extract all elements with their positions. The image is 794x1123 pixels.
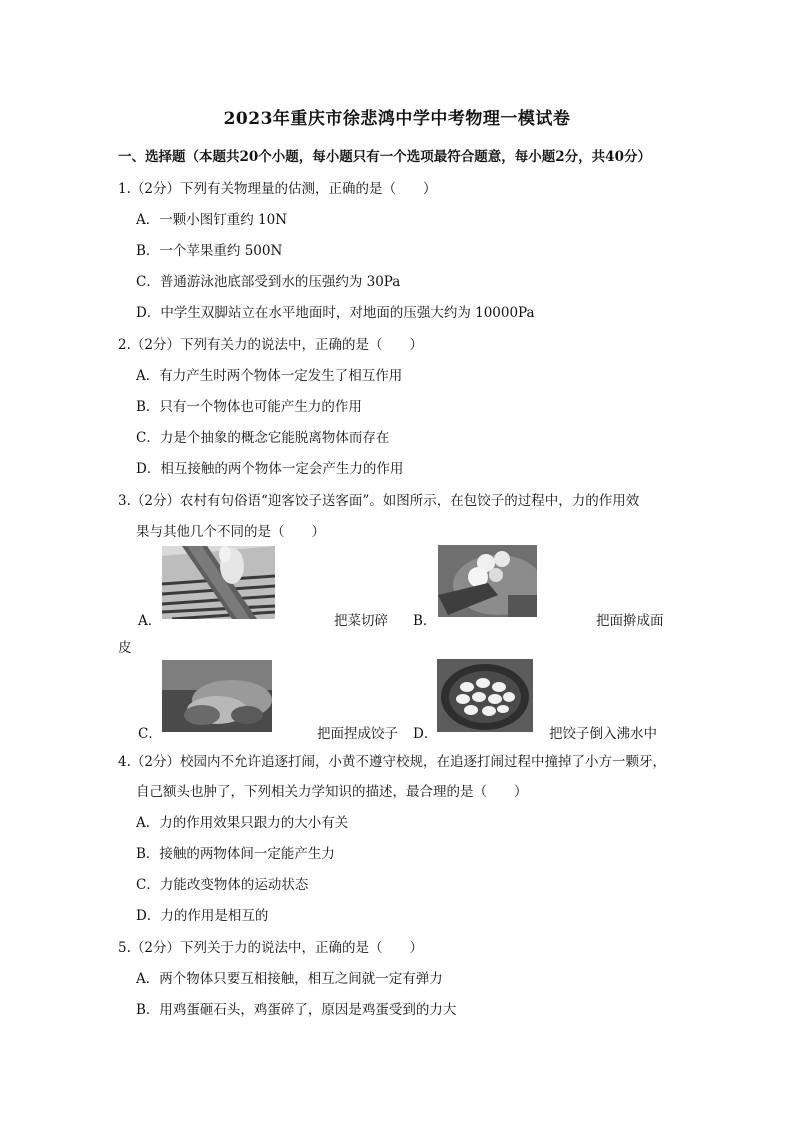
question-3-option-b-letter: B． xyxy=(413,613,437,629)
question-5-option-b: B．用鸡蛋砸石头，鸡蛋碎了，原因是鸡蛋受到的力大 xyxy=(136,1002,457,1018)
question-3-option-b-caption: 把面擀成面 xyxy=(596,613,664,629)
rolling-dough-photo xyxy=(438,545,537,617)
dumplings-boiling-photo xyxy=(437,659,533,732)
question-2-option-b: B．只有一个物体也可能产生力的作用 xyxy=(136,399,362,415)
question-4-stem: 4.（2分）校园内不允许追逐打闹，小黄不遵守校规，在追逐打闹过程中撞掉了小方一颗牙， xyxy=(118,754,666,770)
question-5-stem: 5.（2分）下列关于力的说法中，正确的是（ ） xyxy=(118,940,423,956)
question-1-option-c: C．普通游泳池底部受到水的压强约为 30Pa xyxy=(136,274,401,290)
question-5-option-a: A．两个物体只要互相接触，相互之间就一定有弹力 xyxy=(136,971,443,987)
question-3-option-d-caption: 把饺子倒入沸水中 xyxy=(549,726,657,742)
question-1-option-d: D．中学生双脚站立在水平地面时，对地面的压强大约为 10000Pa xyxy=(136,305,535,321)
question-2-option-a: A．有力产生时两个物体一定发生了相互作用 xyxy=(136,368,403,384)
question-2-option-d: D．相互接触的两个物体一定会产生力的作用 xyxy=(136,461,404,477)
pinching-dumpling-photo xyxy=(162,660,272,732)
question-3-stem: 3.（2分）农村有句俗语“迎客饺子送客面”。如图所示，在包饺子的过程中，力的作用效 xyxy=(118,493,640,509)
question-1-stem: 1.（2分）下列有关物理量的估测，正确的是（ ） xyxy=(118,181,437,197)
cutting-vegetables-photo xyxy=(162,546,275,619)
question-4-option-b: B．接触的两物体间一定能产生力 xyxy=(136,846,335,862)
question-3-option-d-letter: D． xyxy=(413,726,438,742)
question-3-option-a-letter: A． xyxy=(138,613,162,629)
question-4-option-c: C．力能改变物体的运动状态 xyxy=(136,877,309,893)
question-2-stem: 2.（2分）下列有关力的说法中，正确的是（ ） xyxy=(118,337,423,353)
question-3-option-b-caption-continued: 皮 xyxy=(118,640,132,656)
question-4-option-d: D．力的作用是相互的 xyxy=(136,908,269,924)
question-4-stem-continued: 自己额头也肿了，下列相关力学知识的描述，最合理的是（ ） xyxy=(136,784,528,800)
question-3-option-a-caption: 把菜切碎 xyxy=(334,613,388,629)
question-3-stem-continued: 果与其他几个不同的是（ ） xyxy=(136,524,325,540)
question-2-option-c: C．力是个抽象的概念它能脱离物体而存在 xyxy=(136,430,390,446)
exam-title: 2023年重庆市徐悲鸿中学中考物理一模试卷 xyxy=(223,109,571,129)
question-3-option-c-caption: 把面捏成饺子 xyxy=(317,726,398,742)
section-heading: 一、选择题（本题共20个小题，每小题只有一个选项最符合题意，每小题2分，共40分） xyxy=(118,149,651,165)
question-1-option-b: B．一个苹果重约 500N xyxy=(136,243,283,259)
question-3-option-c-letter: C． xyxy=(138,726,162,742)
question-4-option-a: A．力的作用效果只跟力的大小有关 xyxy=(136,815,349,831)
question-1-option-a: A．一颗小图钉重约 10N xyxy=(136,212,288,228)
